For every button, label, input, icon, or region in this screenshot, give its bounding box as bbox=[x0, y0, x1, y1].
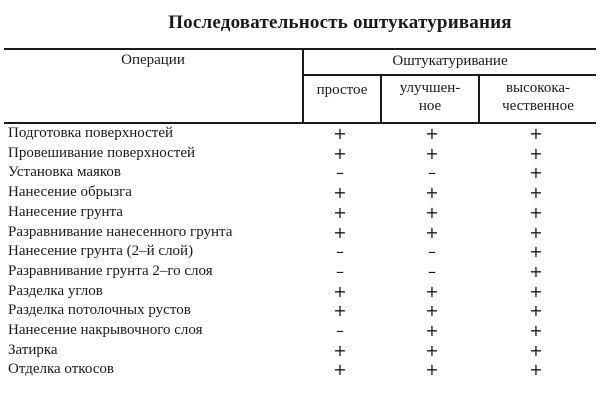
mark-simple: – bbox=[336, 321, 344, 340]
mark-improved: + bbox=[425, 222, 439, 242]
header-improved bbox=[382, 79, 478, 115]
header-high-quality bbox=[480, 79, 596, 115]
mark-high: + bbox=[529, 340, 543, 360]
row-label: Установка маяков bbox=[8, 164, 122, 181]
row-label: Разравнивание грунта 2–го слоя bbox=[8, 262, 213, 279]
mark-improved: – bbox=[428, 261, 436, 281]
mark-high: + bbox=[529, 163, 543, 183]
header-plastering: Оштукатуривание bbox=[392, 53, 508, 69]
mark-simple: + bbox=[333, 183, 347, 203]
row-label: Разделка углов bbox=[8, 282, 103, 299]
mark-improved: + bbox=[425, 301, 439, 321]
mark-improved: + bbox=[425, 202, 439, 222]
mark-simple: – bbox=[336, 242, 344, 262]
table-title: Последовательность оштукатуривания bbox=[168, 12, 512, 33]
header-improved-line2: ное bbox=[418, 98, 442, 114]
mark-improved: – bbox=[428, 163, 436, 183]
row-label: Разравнивание нанесенного грунта bbox=[8, 223, 233, 240]
mark-simple: – bbox=[336, 261, 344, 281]
mark-high: + bbox=[529, 183, 543, 203]
row-label: Затирка bbox=[8, 341, 58, 358]
mark-simple: + bbox=[333, 124, 347, 143]
subheader-rule bbox=[302, 74, 596, 76]
mark-high: + bbox=[529, 281, 543, 301]
header-simple: простое bbox=[316, 82, 368, 98]
header-high-line1: высокока- bbox=[505, 80, 571, 96]
mark-simple: + bbox=[333, 360, 347, 380]
row-label: Отделка откосов bbox=[8, 361, 114, 378]
mark-simple: – bbox=[336, 163, 344, 183]
mark-high: + bbox=[529, 202, 543, 222]
mark-improved: + bbox=[425, 340, 439, 360]
row-label: Нанесение грунта bbox=[8, 203, 123, 220]
mark-improved: + bbox=[425, 183, 439, 203]
mark-improved: + bbox=[425, 143, 439, 163]
mark-high: + bbox=[529, 321, 543, 340]
mark-high: + bbox=[529, 242, 543, 262]
row-label: Нанесение грунта (2–й слой) bbox=[8, 243, 194, 260]
mark-improved: + bbox=[425, 360, 439, 380]
mark-high: + bbox=[529, 124, 543, 143]
mark-improved: – bbox=[428, 242, 436, 262]
mark-improved: + bbox=[425, 124, 439, 143]
row-label: Нанесение обрызга bbox=[8, 184, 132, 201]
mark-high: + bbox=[529, 261, 543, 281]
mark-simple: + bbox=[333, 340, 347, 360]
row-label: Провешивание поверхностей bbox=[8, 144, 196, 161]
top-rule bbox=[4, 48, 596, 50]
mark-improved: + bbox=[425, 321, 439, 340]
row-label: Нанесение накрывочного слоя bbox=[8, 322, 203, 338]
header-high-line2: чественное bbox=[502, 98, 574, 114]
header-improved-line1: улучшен- bbox=[399, 80, 461, 96]
mark-high: + bbox=[529, 222, 543, 242]
header-operations: Операции bbox=[121, 52, 185, 68]
mark-simple: + bbox=[333, 202, 347, 222]
mark-simple: + bbox=[333, 301, 347, 321]
mark-improved: + bbox=[425, 281, 439, 301]
header-bottom-rule bbox=[4, 122, 596, 124]
mark-simple: + bbox=[333, 222, 347, 242]
mark-simple: + bbox=[333, 281, 347, 301]
mark-high: + bbox=[529, 301, 543, 321]
mark-high: + bbox=[529, 143, 543, 163]
mark-high: + bbox=[529, 360, 543, 380]
row-label: Разделка потолочных рустов bbox=[8, 302, 191, 319]
row-label: Подготовка поверхностей bbox=[8, 125, 173, 141]
mark-simple: + bbox=[333, 143, 347, 163]
